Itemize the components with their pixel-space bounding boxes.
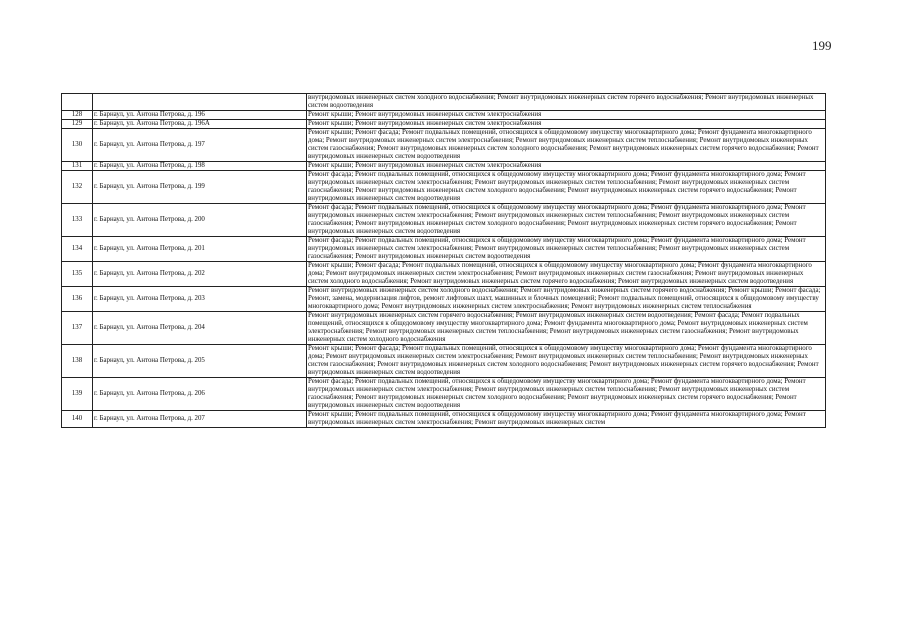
row-number-cell — [62, 94, 93, 111]
row-number-cell: 136 — [62, 287, 93, 312]
row-address-cell: г. Барнаул, ул. Антона Петрова, д. 198 — [93, 162, 307, 171]
table-row — [62, 204, 826, 237]
row-address-cell: г. Барнаул, ул. Антона Петрова, д. 196 — [93, 111, 307, 120]
row-works-cell: Ремонт крыши; Ремонт внутридомовых инженерных систем электроснабжения — [307, 111, 826, 120]
row-number-cell: 132 — [62, 171, 93, 204]
row-works-cell: Ремонт фасада; Ремонт подвальных помещений, относящихся к общедомовому имуществу многоквартирного дома; Ремонт фундамента многоквартирного дома; Ремонт внутридомовых инженерных систем электроснабжения; Ремонт внутридомовых инженерных систем теплоснабжения; Ремонт внутридомовых инженерных систем газоснабжения; Ремонт внутридомовых инженерных систем холодного водоснабжения; Ремонт внутридомовых инженерных систем горячего водоснабжения; Ремонт внутридомовых инженерных систем водоотведения — [307, 171, 826, 204]
row-address-cell: г. Барнаул, ул. Антона Петрова, д. 203 — [93, 287, 307, 312]
page-number: 199 — [812, 38, 832, 53]
row-number-cell: 130 — [62, 129, 93, 162]
row-works-cell: Ремонт фасада; Ремонт подвальных помещений, относящихся к общедомовому имуществу многоквартирного дома; Ремонт фундамента многоквартирного дома; Ремонт внутридомовых инженерных систем электроснабжения; Ремонт внутридомовых инженерных систем теплоснабжения; Ремонт внутридомовых инженерных систем газоснабжения; Ремонт внутридомовых инженерных систем холодного водоснабжения; Ремонт внутридомовых инженерных систем горячего водоснабжения; Ремонт внутридомовых инженерных систем водоотведения — [307, 378, 826, 411]
table-row-continued — [62, 94, 826, 111]
row-works-cell: Ремонт внутридомовых инженерных систем горячего водоснабжения; Ремонт внутридомовых инженерных систем водоотведения; Ремонт фасада; Ремонт подвальных помещений, относящихся к общедомовому имуществу многоквартирного дома; Ремонт фундамента многоквартирного дома; Ремонт внутридомовых инженерных систем электроснабжения; Ремонт внутридомовых инженерных систем теплоснабжения; Ремонт внутридомовых инженерных систем газоснабжения; Ремонт внутридомовых инженерных систем холодного водоснабжения — [307, 312, 826, 345]
row-address-cell: г. Барнаул, ул. Антона Петрова, д. 200 — [93, 204, 307, 237]
table-row — [62, 129, 826, 162]
table-row — [62, 345, 826, 378]
table-row — [62, 237, 826, 262]
row-works-cell: Ремонт крыши; Ремонт фасада; Ремонт подвальных помещений, относящихся к общедомовому имуществу многоквартирного дома; Ремонт фундамента многоквартирного дома; Ремонт внутридомовых инженерных систем электроснабжения; Ремонт внутридомовых инженерных систем теплоснабжения; Ремонт внутридомовых инженерных систем газоснабжения; Ремонт внутридомовых инженерных систем холодного водоснабжения; Ремонт внутридомовых инженерных систем горячего водоснабжения; Ремонт внутридомовых инженерных систем водоотведения — [307, 129, 826, 162]
row-number-cell: 139 — [62, 378, 93, 411]
row-works-cell: Ремонт крыши; Ремонт внутридомовых инженерных систем электроснабжения — [307, 120, 826, 129]
row-address-cell: г. Барнаул, ул. Антона Петрова, д. 207 — [93, 411, 307, 428]
table-row — [62, 162, 826, 171]
row-number-cell: 131 — [62, 162, 93, 171]
row-address-cell: г. Барнаул, ул. Антона Петрова, д. 197 — [93, 129, 307, 162]
row-works-cell: Ремонт крыши; Ремонт фасада; Ремонт подвальных помещений, относящихся к общедомовому имуществу многоквартирного дома; Ремонт фундамента многоквартирного дома; Ремонт внутридомовых инженерных систем электроснабжения; Ремонт внутридомовых инженерных систем газоснабжения; Ремонт внутридомовых инженерных систем холодного водоснабжения; Ремонт внутридомовых инженерных систем горячего водоснабжения; Ремонт внутридомовых инженерных систем водоотведения — [307, 262, 826, 287]
row-number-cell: 137 — [62, 312, 93, 345]
row-number-cell: 140 — [62, 411, 93, 428]
row-address-cell: г. Барнаул, ул. Антона Петрова, д. 196А — [93, 120, 307, 129]
row-address-cell: г. Барнаул, ул. Антона Петрова, д. 201 — [93, 237, 307, 262]
table-row — [62, 171, 826, 204]
table-row — [62, 111, 826, 120]
table-row — [62, 312, 826, 345]
row-works-cell: Ремонт крыши; Ремонт подвальных помещений, относящихся к общедомовому имуществу многоквартирного дома; Ремонт фундамента многоквартирного дома; Ремонт внутридомовых инженерных систем электроснабжения; Ремонт внутридомовых инженерных систем — [307, 411, 826, 428]
row-works-cell: Ремонт крыши; Ремонт внутридомовых инженерных систем электроснабжения — [307, 162, 826, 171]
row-address-cell: г. Барнаул, ул. Антона Петрова, д. 204 — [93, 312, 307, 345]
row-works-cell: Ремонт фасада; Ремонт подвальных помещений, относящихся к общедомовому имуществу многоквартирного дома; Ремонт фундамента многоквартирного дома; Ремонт внутридомовых инженерных систем электроснабжения; Ремонт внутридомовых инженерных систем теплоснабжения; Ремонт внутридомовых инженерных систем газоснабжения; Ремонт внутридомовых инженерных систем водоотведения — [307, 237, 826, 262]
row-number-cell: 134 — [62, 237, 93, 262]
row-number-cell: 135 — [62, 262, 93, 287]
row-works-cell: Ремонт крыши; Ремонт фасада; Ремонт подвальных помещений, относящихся к общедомовому имуществу многоквартирного дома; Ремонт фундамента многоквартирного дома; Ремонт внутридомовых инженерных систем электроснабжения; Ремонт внутридомовых инженерных систем теплоснабжения; Ремонт внутридомовых инженерных систем газоснабжения; Ремонт внутридомовых инженерных систем холодного водоснабжения; Ремонт внутридомовых инженерных систем горячего водоснабжения; Ремонт внутридомовых инженерных систем водоотведения — [307, 345, 826, 378]
repair-registry-table — [61, 93, 826, 428]
row-address-cell: г. Барнаул, ул. Антона Петрова, д. 206 — [93, 378, 307, 411]
table-row — [62, 378, 826, 411]
row-works-cell: Ремонт фасада; Ремонт подвальных помещений, относящихся к общедомовому имуществу многоквартирного дома; Ремонт фундамента многоквартирного дома; Ремонт внутридомовых инженерных систем электроснабжения; Ремонт внутридомовых инженерных систем теплоснабжения; Ремонт внутридомовых инженерных систем газоснабжения; Ремонт внутридомовых инженерных систем холодного водоснабжения; Ремонт внутридомовых инженерных систем горячего водоснабжения; Ремонт внутридомовых инженерных систем водоотведения — [307, 204, 826, 237]
row-number-cell: 133 — [62, 204, 93, 237]
registry-table-body — [62, 94, 826, 428]
table-row — [62, 287, 826, 312]
row-works-cell: внутридомовых инженерных систем холодного водоснабжения; Ремонт внутридомовых инженерных систем горячего водоснабжения; Ремонт внутридомовых инженерных систем водоотведения — [307, 94, 826, 111]
row-address-cell: г. Барнаул, ул. Антона Петрова, д. 205 — [93, 345, 307, 378]
row-number-cell: 128 — [62, 111, 93, 120]
row-address-cell: г. Барнаул, ул. Антона Петрова, д. 199 — [93, 171, 307, 204]
table-row — [62, 120, 826, 129]
row-works-cell: Ремонт внутридомовых инженерных систем холодного водоснабжения; Ремонт внутридомовых инженерных систем горячего водоснабжения; Ремонт крыши; Ремонт фасада; Ремонт, замена, модернизация лифтов, ремонт лифтовых шахт, машинных и блочных помещений; Ремонт подвальных помещений, относящихся к общедомовому имуществу многоквартирного дома; Ремонт внутридомовых инженерных систем электроснабжения; Ремонт внутридомовых инженерных систем теплоснабжения — [307, 287, 826, 312]
row-address-cell — [93, 94, 307, 111]
table-row — [62, 262, 826, 287]
table-row — [62, 411, 826, 428]
row-number-cell: 138 — [62, 345, 93, 378]
row-address-cell: г. Барнаул, ул. Антона Петрова, д. 202 — [93, 262, 307, 287]
row-number-cell: 129 — [62, 120, 93, 129]
